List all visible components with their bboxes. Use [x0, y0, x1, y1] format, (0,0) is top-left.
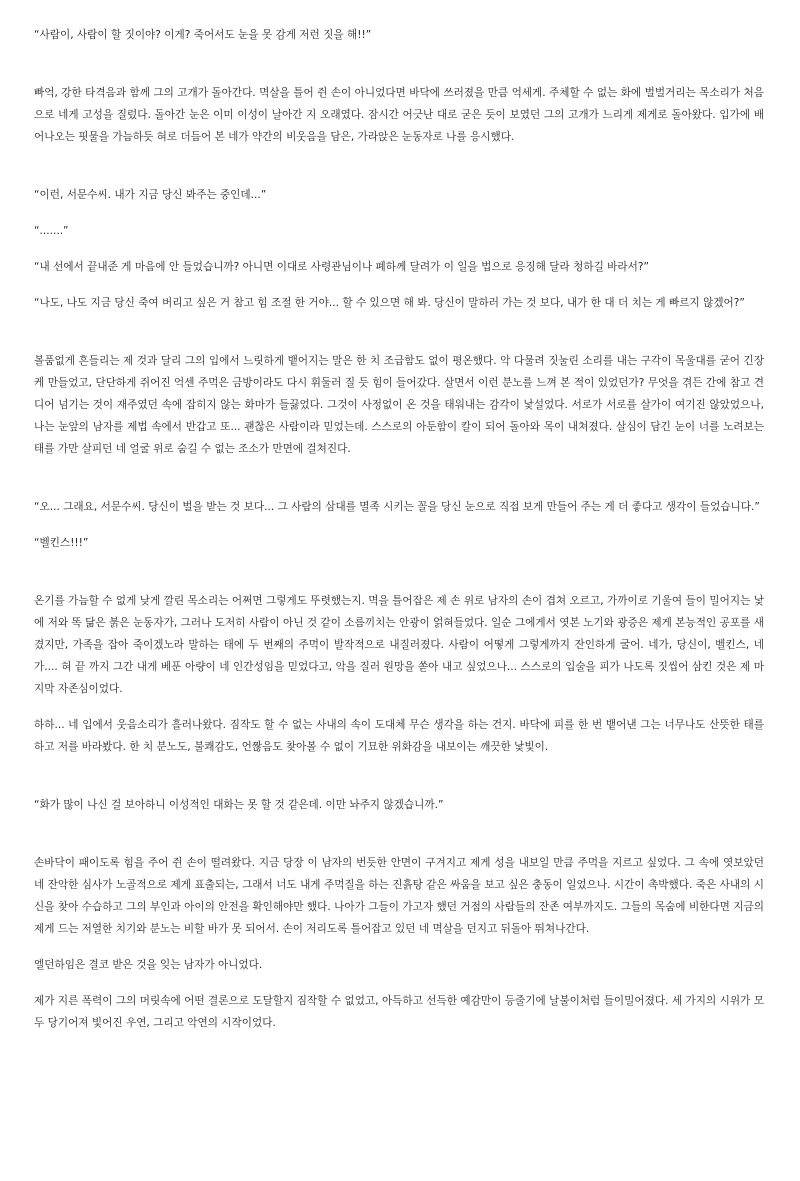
paragraph-11: 하하... 네 입에서 웃음소리가 흘러나왔다. 짐작도 할 수 없는 사내의 속이 도대체 무슨 생각을 하는 건지. 바닥에 피를 한 번 뱉어낸 그는 너무나도 산뜻한 태를 하고 저를 바라봤다. 한 치 분노도, 불쾌감도, 언짢음도 찾아볼 수 없이 기묘한 위화감을 내보이는 깨끗한 낯빛이. — [34, 719, 764, 753]
paragraph-2: 빠억, 강한 타격음과 함께 그의 고개가 돌아간다. 멱살을 틀어 쥔 손이 아니었다면 바닥에 쓰러졌을 만큼 억세게. 주체할 수 없는 화에 벌벌거리는 목소리가 처음으로 네게 고성을 질렀다. 돌아간 눈은 이미 이성이 날아간 지 오래였다. 잠시간 어긋난 대로 굳은 듯이 보였던 그의 고개가 느리게 제게로 돌아왔다. 입가에 배어나오는 핏물을 가늠하듯 혀로 더듬어 본 네가 약간의 비웃음을 담은, 가라앉은 눈동자로 나를 응시했다. — [34, 87, 764, 143]
paragraph-9: “벨킨스!!!” — [34, 537, 89, 549]
paragraph-4: “.......” — [34, 225, 69, 237]
paragraph-7: 볼품없게 흔들리는 제 것과 달리 그의 입에서 느릿하게 뱉어지는 말은 한 치 조급함도 없이 평온했다. 악 다물려 짓눌린 소리를 내는 구각이 목울대를 굳어 긴장케 만들었고, 단단하게 쥐어진 억센 주먹은 금방이라도 다시 휘둘러 질 듯 힘이 들어갔다. 살면서 이런 분노를 느껴 본 적이 있었던가? 무엇을 겪든 간에 참고 견디어 넘기는 것이 재주였던 속에 잡히지 않는 화마가 들끓었다. 그것이 사정없이 온 것을 태워내는 감각이 낯설었다. 서로가 서로를 살가이 여기진 않았었으나, 나는 눈앞의 남자를 제법 속에서 반갑고 또... 괜찮은 사람이라 믿었는데. 스스로의 아둔함이 칼이 되어 돌아와 목이 내쳐졌다. 살심이 담긴 눈이 너를 노려보는 태를 가만 살피던 네 얼굴 위로 숨길 수 없는 조소가 만면에 걸쳐진다. — [34, 355, 764, 455]
story-page — [34, 24, 764, 1034]
paragraph-13: 손바닥이 패이도록 힘을 주어 쥔 손이 떨려왔다. 지금 당장 이 남자의 번듯한 안면이 구겨지고 제게 성을 내보일 만큼 주먹을 지르고 싶었다. 그 속에 엿보았던 네 잔악한 심사가 노골적으로 제게 표출되는, 그래서 너도 내게 주먹질을 하는 진흙탕 같은 싸움을 보고 싶은 충동이 일었으나. 시간이 촉박했다. 죽은 사내의 시신을 찾아 수습하고 그의 부인과 아이의 안전을 확인해야만 했다. 나아가 그들이 가고자 했던 거점의 사람들의 잔존 여부까지도. 그들의 목숨에 비한다면 지금의 제게 드는 저열한 치기와 분노는 비할 바가 못 되어서. 손이 저리도록 틀어잡고 있던 네 멱살을 던지고 뒤돌아 뛰쳐나간다. — [34, 857, 764, 935]
paragraph-15: 제가 지른 폭력이 그의 머릿속에 어떤 결론으로 도달할지 짐작할 수 없었고, 아득하고 선득한 예감만이 등줄기에 날불이처럼 들이밀어졌다. 세 가지의 시위가 모두 당기어져 빛어진 우연, 그리고 악연의 시작이었다. — [34, 995, 764, 1029]
paragraph-8: “오... 그래요, 서문수씨. 당신이 벌을 받는 것 보다... 그 사람의 삼대를 멸족 시키는 꼴을 당신 눈으로 직접 보게 만들어 주는 게 더 좋다고 생각이 들었습니다.” — [34, 501, 760, 513]
paragraph-12: “화가 많이 나신 걸 보아하니 이성적인 대화는 못 할 것 같은데. 이만 놔주지 않겠습니까.” — [34, 799, 444, 811]
paragraph-14: 엘던하임은 결코 받은 것을 잊는 남자가 아니었다. — [34, 959, 263, 971]
paragraph-5: “내 선에서 끝내준 게 마음에 안 들었습니까? 아니면 이대로 사령관님이나 폐하께 달려가 이 일을 법으로 응징해 달라 청하길 바라서?” — [34, 261, 649, 273]
paragraph-10: 온기를 가늠할 수 없게 낮게 깔린 목소리는 어쩌면 그렇게도 뚜렷했는지. 멱을 틀어잡은 제 손 위로 남자의 손이 겹쳐 오르고, 가까이로 기울여 들이 밀어지는 낯에 저와 똑 닮은 붉은 눈동자가, 그러나 도저히 사람이 아닌 것 같이 소름끼치는 안광이 얽혀들었다. 일순 그에게서 엿본 노기와 광증은 제게 본능적인 공포를 새겼지만, 가족을 잡아 죽이겠노라 말하는 태에 두 번째의 주먹이 발작적으로 내질러졌다. 사람이 어떻게 그렇게까지 잔인하게 굴어. 네가, 당신이, 벨킨스, 네가.... 혀 끝 까지 그간 내게 베푼 아량이 네 인간성임을 믿었다고, 악을 질러 원망을 쏟아 내고 싶었으나... 스스로의 입술을 피가 나도록 짓씹어 삼킨 것은 제 마지막 자존심이었다. — [34, 595, 764, 695]
paragraph-1: “사람이, 사람이 할 짓이야? 이게? 죽어서도 눈을 못 감게 저런 짓을 해!!” — [34, 29, 372, 41]
paragraph-3: “이런, 서문수씨. 내가 지금 당신 봐주는 중인데...” — [34, 189, 267, 201]
paragraph-6: “나도, 나도 지금 당신 죽여 버리고 싶은 거 참고 힘 조절 한 거야... 할 수 있으면 해 봐. 당신이 말하러 가는 것 보다, 내가 한 대 더 치는 게 빠르지 않겠어?” — [34, 297, 745, 309]
